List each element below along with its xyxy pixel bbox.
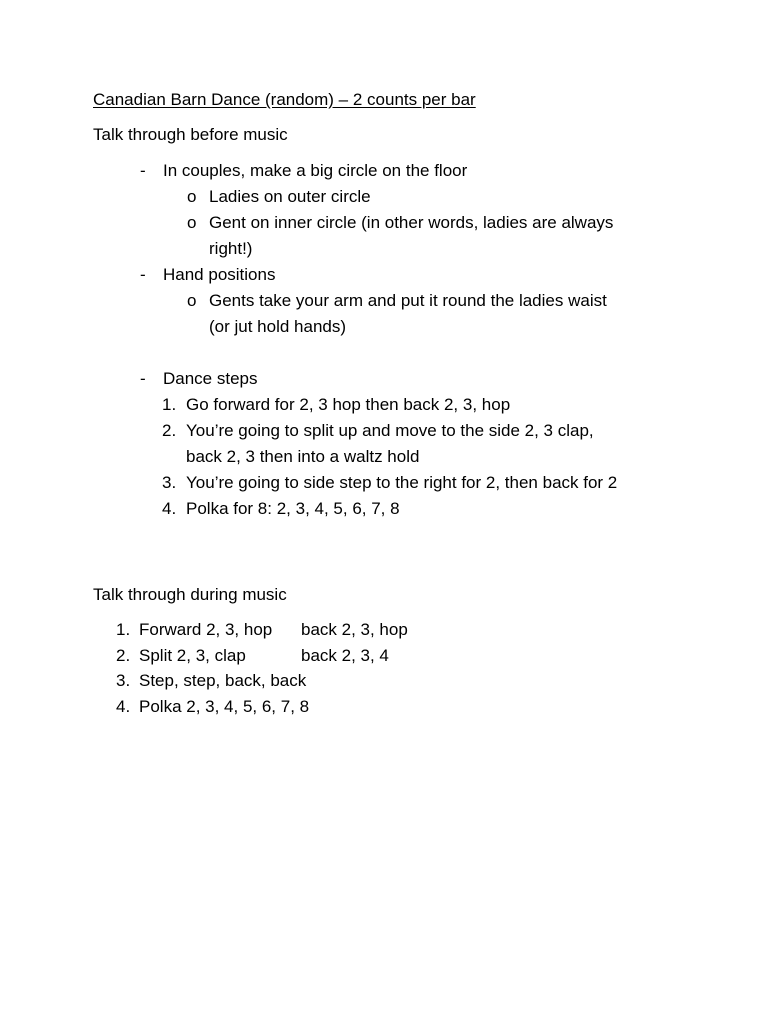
step-item-4: Polka for 8: 2, 3, 4, 5, 6, 7, 8 xyxy=(186,499,400,518)
step-item-3: You’re going to side step to the right for 2, then back for 2 xyxy=(186,473,618,492)
sub-item-gents-arm: Gents take your arm and put it round the ladies waist xyxy=(209,291,607,310)
call-item-1: Forward 2, 3, hop xyxy=(139,620,273,639)
list-circle-bullet: o xyxy=(187,213,197,232)
step-number: 4. xyxy=(162,499,177,518)
call-item-2: Split 2, 3, clap xyxy=(139,646,246,665)
sub-item-gent: Gent on inner circle (in other words, ladies are always xyxy=(209,213,614,232)
call-item-1-back: back 2, 3, hop xyxy=(301,620,408,639)
list-circle-bullet: o xyxy=(187,187,197,206)
step-item-2: You’re going to split up and move to the side 2, 3 clap, xyxy=(186,421,594,440)
list-dash: - xyxy=(140,161,146,180)
list-item-couples: In couples, make a big circle on the floor xyxy=(163,161,468,180)
document-title: Canadian Barn Dance (random) – 2 counts per bar xyxy=(93,90,476,109)
list-number: 2. xyxy=(116,646,131,665)
sub-item-gent-continued: right!) xyxy=(209,239,253,258)
step-item-2-continued: back 2, 3 then into a waltz hold xyxy=(186,447,420,466)
section-heading-before-music: Talk through before music xyxy=(93,125,288,144)
call-item-2-back: back 2, 3, 4 xyxy=(301,646,389,665)
step-item-1: Go forward for 2, 3 hop then back 2, 3, hop xyxy=(186,395,511,414)
section-heading-during-music: Talk through during music xyxy=(93,585,287,604)
list-number: 3. xyxy=(116,671,131,690)
list-circle-bullet: o xyxy=(187,291,197,310)
step-number: 3. xyxy=(162,473,177,492)
call-item-3: Step, step, back, back xyxy=(139,671,307,690)
list-number: 1. xyxy=(116,620,131,639)
sub-item-ladies: Ladies on outer circle xyxy=(209,187,371,206)
call-item-4: Polka 2, 3, 4, 5, 6, 7, 8 xyxy=(139,697,310,716)
step-number: 1. xyxy=(162,395,177,414)
list-dash: - xyxy=(140,265,146,284)
list-item-dance-steps: Dance steps xyxy=(163,369,258,388)
list-number: 4. xyxy=(116,697,131,716)
sub-item-gents-arm-continued: (or jut hold hands) xyxy=(209,317,347,336)
list-dash: - xyxy=(140,369,146,388)
list-item-hand-positions: Hand positions xyxy=(163,265,276,284)
step-number: 2. xyxy=(162,421,177,440)
